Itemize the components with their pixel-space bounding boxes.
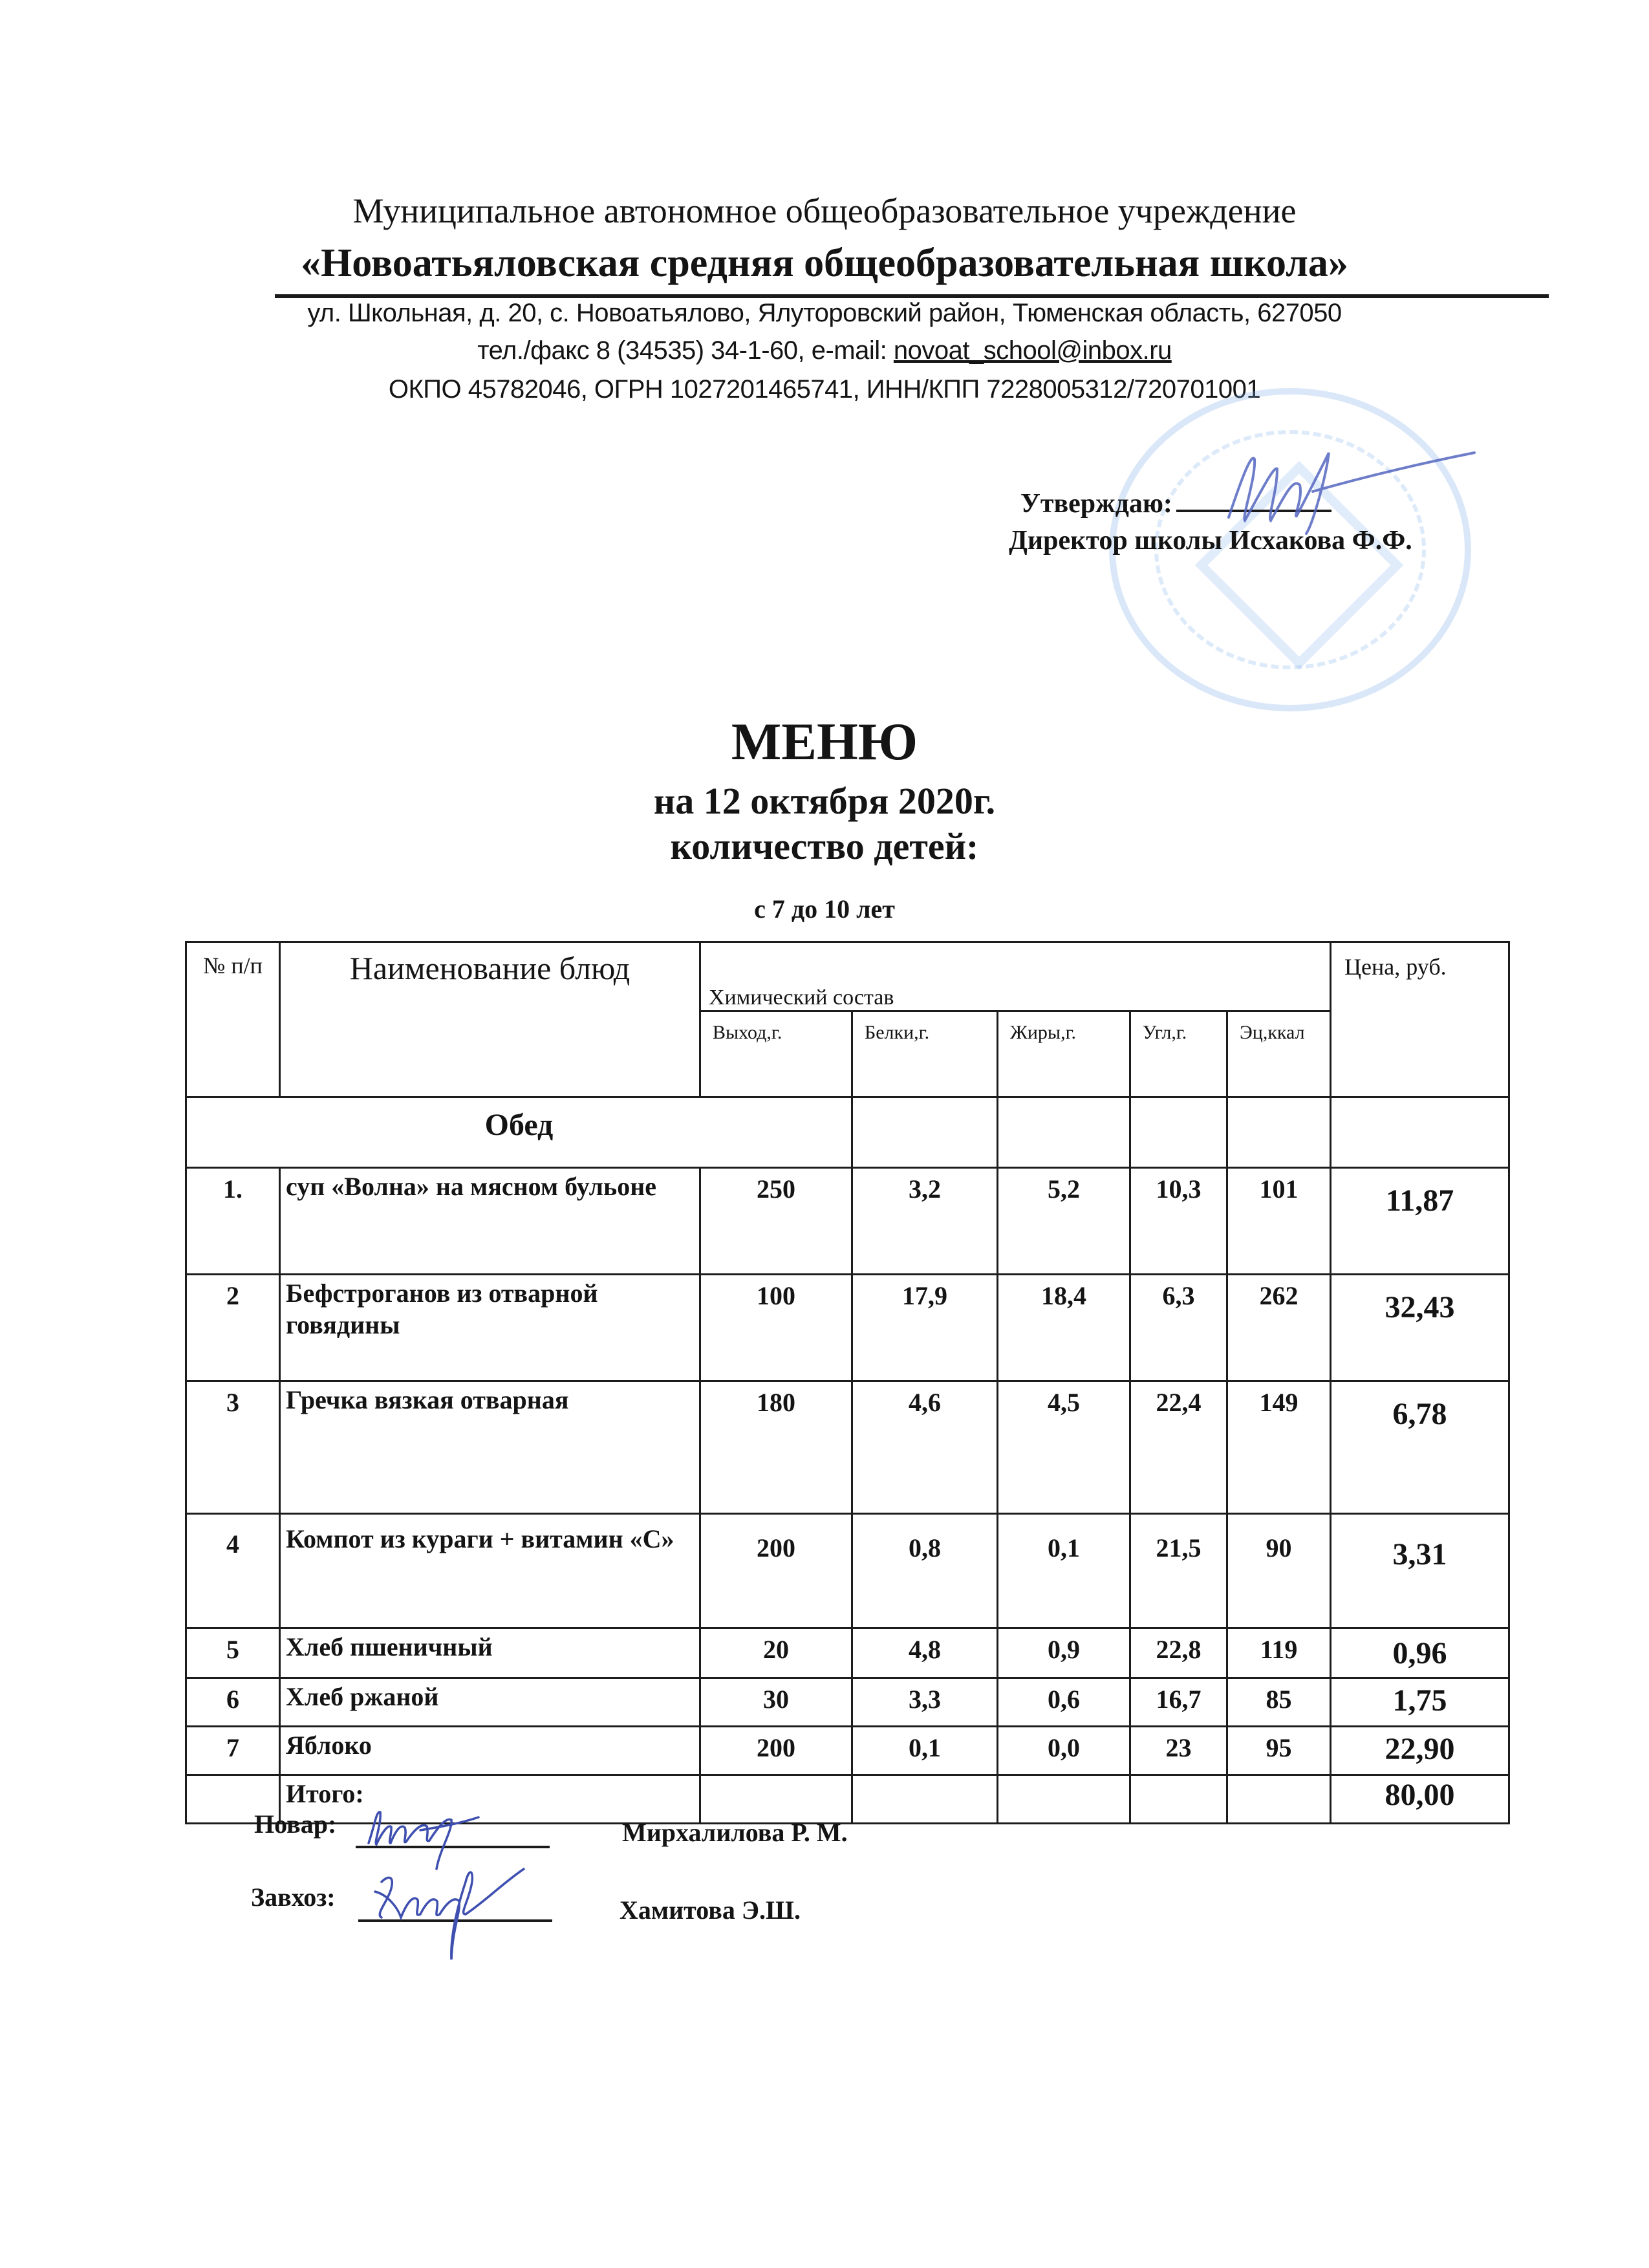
table-row bbox=[186, 1275, 1509, 1381]
manager-signature-icon bbox=[362, 1863, 530, 1966]
dish-price: 11,87 bbox=[1331, 1168, 1509, 1275]
dish-energy: 85 bbox=[1227, 1678, 1331, 1727]
header-carbs: Угл,г. bbox=[1130, 1011, 1227, 1097]
table-row bbox=[186, 1514, 1509, 1628]
header-protein: Белки,г. bbox=[852, 1011, 998, 1097]
age-group: с 7 до 10 лет bbox=[754, 894, 895, 923]
table-row bbox=[186, 1168, 1509, 1275]
children-count-label: количество детей: bbox=[670, 825, 979, 867]
header-chemical-composition: Химический состав bbox=[700, 942, 1331, 1011]
dish-name: Хлеб пшеничный bbox=[280, 1628, 700, 1678]
total-price: 80,00 bbox=[1331, 1775, 1509, 1824]
dish-carbs: 23 bbox=[1130, 1727, 1227, 1775]
menu-table bbox=[185, 941, 1510, 1824]
dish-price: 1,75 bbox=[1331, 1678, 1509, 1727]
dish-carbs: 16,7 bbox=[1130, 1678, 1227, 1727]
header-price: Цена, руб. bbox=[1331, 942, 1509, 1097]
dish-protein: 0,1 bbox=[852, 1727, 998, 1775]
total-label: Итого: bbox=[280, 1775, 700, 1824]
cook-name: Мирхалилова Р. М. bbox=[622, 1818, 848, 1847]
row-number: 4 bbox=[186, 1514, 280, 1628]
header-fat: Жиры,г. bbox=[998, 1011, 1130, 1097]
header-energy: Эц,ккал bbox=[1227, 1011, 1331, 1097]
dish-price: 3,31 bbox=[1331, 1514, 1509, 1628]
dish-carbs: 22,4 bbox=[1130, 1381, 1227, 1514]
dish-name: Хлеб ржаной bbox=[280, 1678, 700, 1727]
menu-date: на 12 октября 2020г. bbox=[653, 780, 996, 822]
dish-yield: 250 bbox=[700, 1168, 852, 1275]
table-row bbox=[186, 1727, 1509, 1775]
dish-energy: 90 bbox=[1227, 1514, 1331, 1628]
institution-type: Муниципальное автономное общеобразовательное учреждение bbox=[352, 191, 1297, 230]
manager-label: Завхоз: bbox=[251, 1883, 336, 1912]
school-contacts bbox=[0, 336, 1649, 365]
dish-name: Бефстроганов из отварной говядины bbox=[280, 1275, 700, 1381]
dish-protein: 4,8 bbox=[852, 1628, 998, 1678]
dish-fat: 4,5 bbox=[998, 1381, 1130, 1514]
dish-energy: 262 bbox=[1227, 1275, 1331, 1381]
school-address: ул. Школьная, д. 20, с. Новоатьялово, Ялуторовский район, Тюменская область, 627050 bbox=[307, 299, 1342, 327]
row-number: 3 bbox=[186, 1381, 280, 1514]
header-yield: Выход,г. bbox=[700, 1011, 852, 1097]
dish-carbs: 10,3 bbox=[1130, 1168, 1227, 1275]
dish-fat: 0,9 bbox=[998, 1628, 1130, 1678]
menu-title: МЕНЮ bbox=[731, 712, 918, 771]
dish-price: 0,96 bbox=[1331, 1628, 1509, 1678]
dish-price: 32,43 bbox=[1331, 1275, 1509, 1381]
dish-energy: 119 bbox=[1227, 1628, 1331, 1678]
row-number: 7 bbox=[186, 1727, 280, 1775]
dish-name: Компот из кураги + витамин «С» bbox=[280, 1514, 700, 1628]
dish-energy: 149 bbox=[1227, 1381, 1331, 1514]
row-number: 5 bbox=[186, 1628, 280, 1678]
dish-protein: 4,6 bbox=[852, 1381, 998, 1514]
dish-fat: 0,1 bbox=[998, 1514, 1130, 1628]
table-row bbox=[186, 1678, 1509, 1727]
dish-carbs: 6,3 bbox=[1130, 1275, 1227, 1381]
dish-yield: 30 bbox=[700, 1678, 852, 1727]
approval-label: Утверждаю: bbox=[1020, 489, 1172, 519]
dish-fat: 5,2 bbox=[998, 1168, 1130, 1275]
dish-yield: 100 bbox=[700, 1275, 852, 1381]
dish-yield: 200 bbox=[700, 1727, 852, 1775]
director-signature-icon bbox=[1216, 440, 1487, 537]
cook-label: Повар: bbox=[254, 1809, 337, 1839]
dish-energy: 101 bbox=[1227, 1168, 1331, 1275]
director-name: Директор школы Исхакова Ф.Ф. bbox=[1009, 526, 1412, 556]
dish-protein: 3,2 bbox=[852, 1168, 998, 1275]
dish-fat: 18,4 bbox=[998, 1275, 1130, 1381]
dish-protein: 17,9 bbox=[852, 1275, 998, 1381]
dish-fat: 0,6 bbox=[998, 1678, 1130, 1727]
header-dish-name: Наименование блюд bbox=[280, 942, 700, 1097]
dish-fat: 0,0 bbox=[998, 1727, 1130, 1775]
dish-price: 6,78 bbox=[1331, 1381, 1509, 1514]
row-number: 6 bbox=[186, 1678, 280, 1727]
dish-protein: 3,3 bbox=[852, 1678, 998, 1727]
section-title-lunch: Обед bbox=[186, 1097, 852, 1168]
dish-yield: 200 bbox=[700, 1514, 852, 1628]
dish-name: суп «Волна» на мясном бульоне bbox=[280, 1168, 700, 1275]
registration-numbers: ОКПО 45782046, ОГРН 1027201465741, ИНН/КПП 7228005312/720701001 bbox=[388, 375, 1261, 404]
row-number: 1. bbox=[186, 1168, 280, 1275]
row-number: 2 bbox=[186, 1275, 280, 1381]
dish-carbs: 21,5 bbox=[1130, 1514, 1227, 1628]
dish-energy: 95 bbox=[1227, 1727, 1331, 1775]
dish-yield: 20 bbox=[700, 1628, 852, 1678]
phone-fax: тел./факс 8 (34535) 34-1-60, e-mail: bbox=[477, 336, 894, 365]
dish-name: Гречка вязкая отварная bbox=[280, 1381, 700, 1514]
dish-carbs: 22,8 bbox=[1130, 1628, 1227, 1678]
dish-price: 22,90 bbox=[1331, 1727, 1509, 1775]
table-row bbox=[186, 1628, 1509, 1678]
letterhead-divider bbox=[275, 294, 1549, 298]
table-row bbox=[186, 1381, 1509, 1514]
header-number: № п/п bbox=[186, 942, 280, 1097]
email-link[interactable]: novoat_school@inbox.ru bbox=[893, 336, 1172, 365]
manager-name: Хамитова Э.Ш. bbox=[620, 1895, 801, 1925]
dish-yield: 180 bbox=[700, 1381, 852, 1514]
dish-protein: 0,8 bbox=[852, 1514, 998, 1628]
section-row bbox=[186, 1097, 1509, 1168]
dish-name: Яблоко bbox=[280, 1727, 700, 1775]
school-name: «Новоатьяловская средняя общеобразовательная школа» bbox=[301, 241, 1348, 285]
table-header-row bbox=[186, 942, 1509, 1011]
